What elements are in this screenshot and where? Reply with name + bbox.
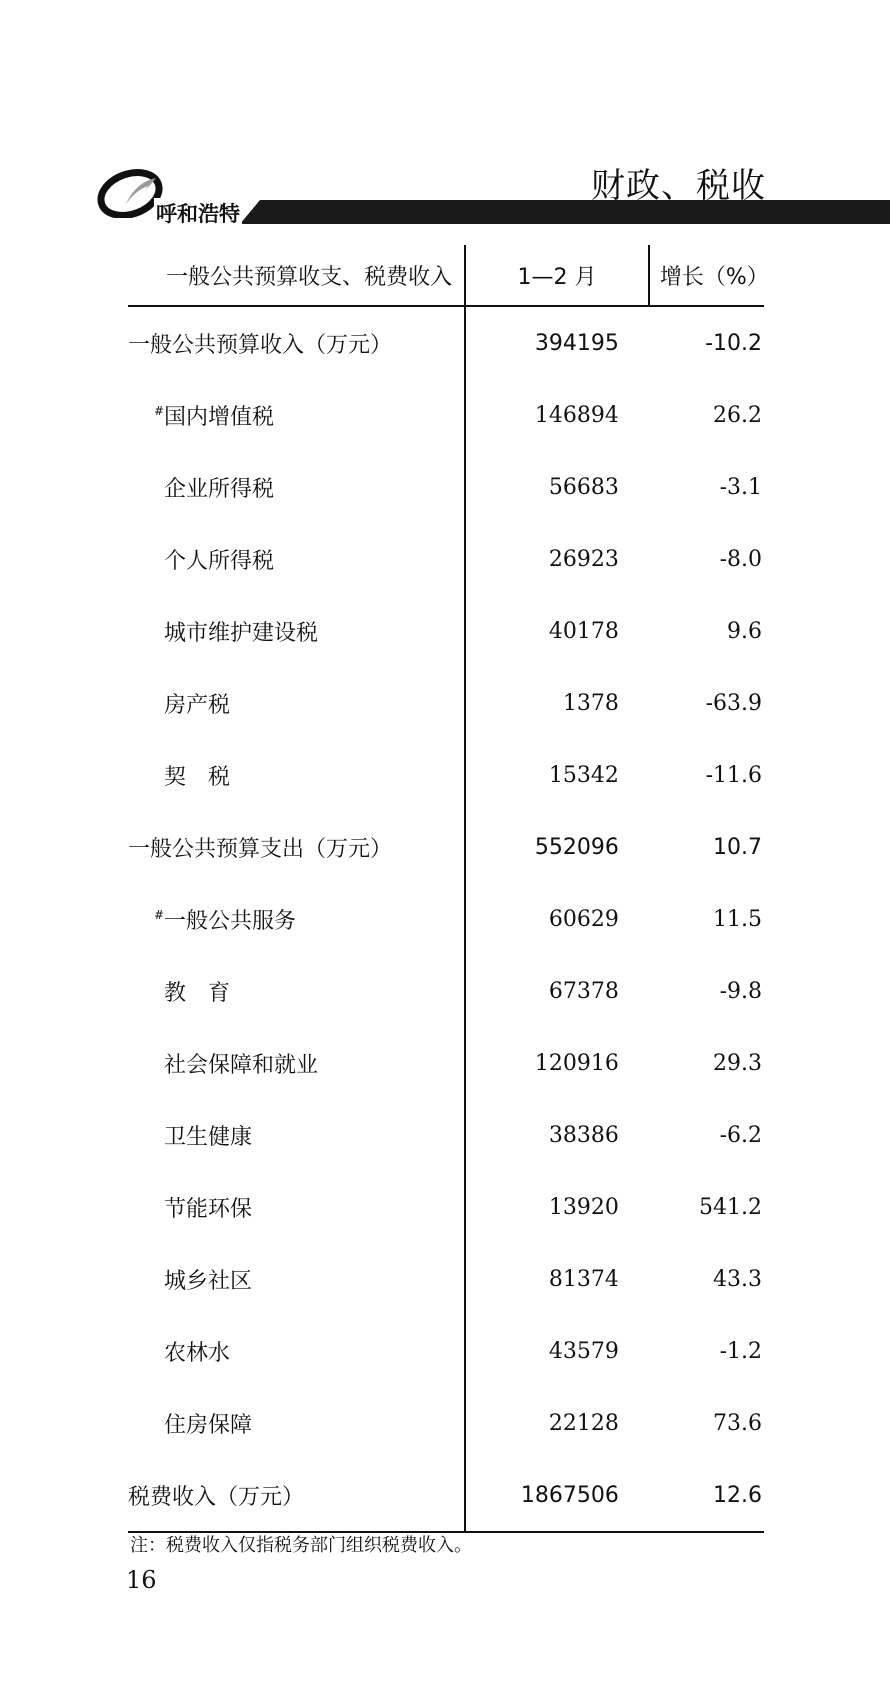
row-label-cell — [128, 523, 465, 595]
row-label-cell — [128, 811, 465, 883]
row-label-cell — [128, 667, 465, 739]
row-value: 394195 — [534, 330, 619, 356]
table-row — [128, 667, 764, 739]
row-label: 节能环保 — [164, 1196, 253, 1222]
row-growth: 541.2 — [699, 1194, 762, 1220]
row-growth: -10.2 — [705, 330, 762, 356]
row-value: 40178 — [548, 618, 619, 644]
row-value: 43579 — [548, 1338, 619, 1364]
section-title: 财政、税收 — [591, 166, 766, 206]
row-growth: 26.2 — [713, 402, 762, 428]
table-row — [128, 523, 764, 595]
row-value: 22128 — [548, 1410, 619, 1436]
row-label-cell — [128, 1315, 465, 1387]
row-growth: -9.8 — [719, 978, 762, 1004]
footnote: 注：税费收入仅指税务部门组织税费收入。 — [130, 1535, 472, 1556]
row-value: 1867506 — [465, 1459, 649, 1532]
row-label-cell — [128, 1027, 465, 1099]
row-growth: -3.1 — [719, 474, 762, 500]
row-growth: 12.6 — [649, 1459, 764, 1532]
row-growth: 73.6 — [713, 1410, 762, 1436]
row-label-cell — [128, 595, 465, 667]
row-value: 26923 — [548, 546, 619, 572]
table-row — [128, 451, 764, 523]
row-label: 房产税 — [164, 692, 231, 718]
row-label-cell — [128, 1243, 465, 1315]
row-label: 城市维护建设税 — [164, 620, 319, 646]
table-row — [128, 306, 764, 379]
row-label: 农林水 — [164, 1340, 231, 1366]
row-label: 一般公共服务 — [164, 908, 297, 934]
row-label-cell — [128, 739, 465, 811]
row-label-cell — [128, 1171, 465, 1243]
row-label: 个人所得税 — [164, 548, 275, 574]
row-label: 住房保障 — [164, 1412, 253, 1438]
row-marker: # — [154, 404, 165, 419]
row-value: 13920 — [548, 1194, 619, 1220]
header-growth: 增长（%） — [649, 245, 764, 306]
finance-table — [128, 245, 769, 1533]
row-value: 38386 — [548, 1122, 619, 1148]
row-value: 146894 — [534, 402, 619, 428]
row-value: 120916 — [534, 1050, 619, 1076]
brand-name: 呼和浩特 — [154, 198, 242, 228]
row-value: 15342 — [548, 762, 619, 788]
table-row — [128, 1315, 764, 1387]
row-label: 契 税 — [164, 764, 231, 790]
row-growth: 43.3 — [713, 1266, 762, 1292]
row-growth: -11.6 — [705, 762, 762, 788]
row-label: 一般公共预算收入（万元） — [128, 332, 393, 358]
row-label: 卫生健康 — [164, 1124, 253, 1150]
row-label: 教 育 — [164, 980, 231, 1006]
table-row — [128, 1243, 764, 1315]
row-label-cell — [128, 1099, 465, 1171]
table-row — [128, 811, 764, 883]
page-header — [0, 0, 890, 240]
row-label-cell — [128, 306, 465, 379]
table-row — [128, 739, 764, 811]
row-growth: 10.7 — [713, 834, 762, 860]
row-growth: -6.2 — [719, 1122, 762, 1148]
row-value: 60629 — [548, 906, 619, 932]
row-growth: -8.0 — [719, 546, 762, 572]
table-row — [128, 955, 764, 1027]
table-body — [128, 306, 764, 1532]
table-row — [128, 1171, 764, 1243]
table-row — [128, 883, 764, 955]
row-value: 81374 — [548, 1266, 619, 1292]
page-number: 16 — [126, 1566, 157, 1594]
row-label: 城乡社区 — [164, 1268, 253, 1294]
header-category: 一般公共预算收支、税费收入 — [128, 245, 465, 306]
row-value: 552096 — [534, 834, 619, 860]
row-growth: 29.3 — [713, 1050, 762, 1076]
table-row — [128, 379, 764, 451]
row-value: 1378 — [562, 690, 619, 716]
table-row — [128, 1027, 764, 1099]
row-label: 税费收入（万元） — [128, 1484, 305, 1510]
row-label: 社会保障和就业 — [164, 1052, 319, 1078]
row-marker: # — [154, 908, 165, 923]
row-value: 67378 — [548, 978, 619, 1004]
table-row — [128, 1099, 764, 1171]
table-row — [128, 1459, 764, 1532]
table-row — [128, 595, 764, 667]
row-label-cell — [128, 1459, 465, 1532]
row-growth: 9.6 — [727, 618, 762, 644]
row-growth: -63.9 — [705, 690, 762, 716]
row-growth: 11.5 — [713, 906, 762, 932]
table-row — [128, 1387, 764, 1459]
row-label-cell — [128, 883, 465, 955]
row-label: 企业所得税 — [164, 476, 275, 502]
row-label-cell — [128, 1387, 465, 1459]
row-label-cell — [128, 955, 465, 1027]
row-label: 一般公共预算支出（万元） — [128, 836, 393, 862]
header-period: 1—2 月 — [465, 245, 649, 306]
row-label-cell — [128, 379, 465, 451]
table-header-row — [128, 245, 764, 306]
row-growth: -1.2 — [719, 1338, 762, 1364]
row-label-cell — [128, 451, 465, 523]
row-label: 国内增值税 — [164, 404, 275, 430]
row-value: 56683 — [548, 474, 619, 500]
